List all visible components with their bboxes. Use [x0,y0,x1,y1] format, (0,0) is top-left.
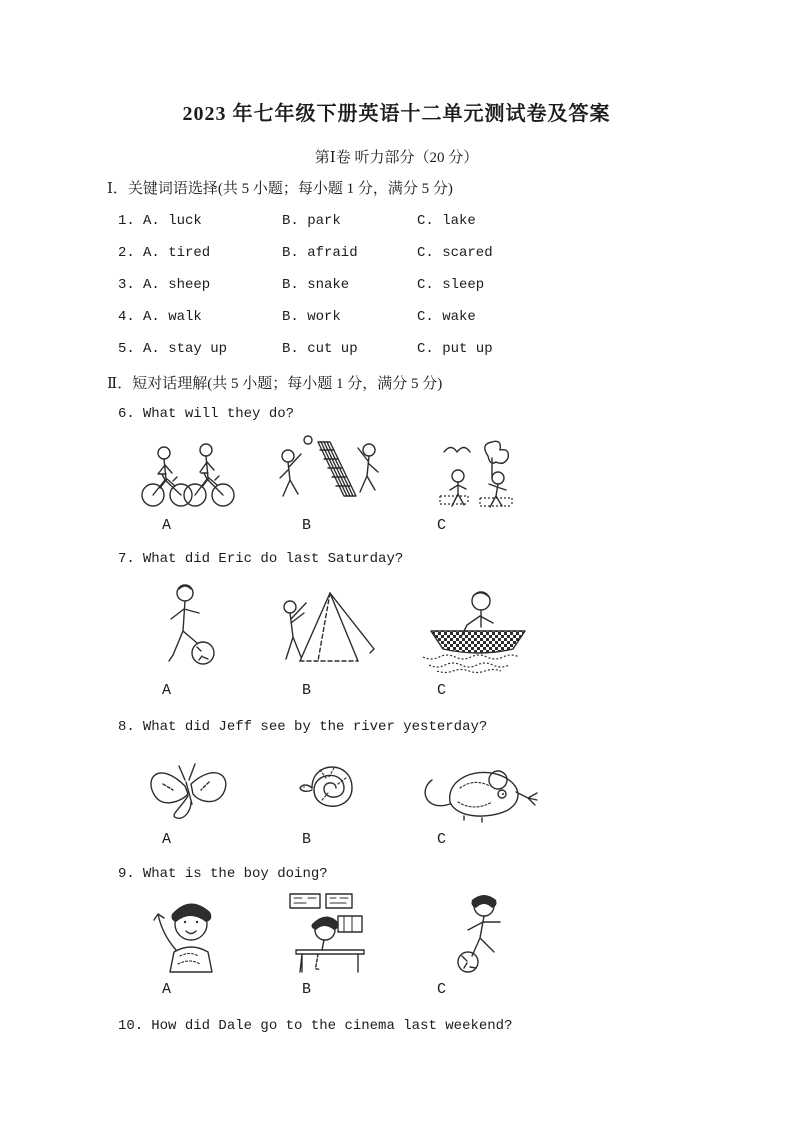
volleyball-picture [258,432,393,510]
option-a: A. tired [143,245,211,261]
option-c: C. wake [417,309,476,325]
choice-a-cell [118,888,258,999]
waving-boy-picture [118,888,258,974]
question-7-pictures [107,575,738,700]
section1-heading: Ⅰ．关键词语选择(共 5 小题；每小题 1 分，满分 5 分) [107,181,453,197]
question-text: What is the boy doing? [142,866,328,882]
choice-b-label: B [302,682,312,699]
choice-b-label: B [302,831,312,848]
choice-b-label: B [302,517,312,534]
choice-b-cell [258,744,393,849]
option-a: A. stay up [143,341,228,357]
paper-body [0,179,793,1036]
question-8 [118,717,738,737]
question-10 [118,1016,738,1036]
rowing-boat-picture [393,575,563,675]
section2-heading: Ⅱ．短对话理解(共 5 小题；每小题 1 分，满分 5 分) [107,376,443,392]
question-row-2 [118,243,738,263]
choice-c-cell [393,744,563,849]
question-text: What will they do? [142,406,295,422]
question-number: 3. [118,277,135,293]
option-b: B. cut up [282,341,358,357]
homework-boy-picture [258,888,393,974]
part1-heading: 第Ⅰ卷 听力部分（20 分） [314,150,479,166]
option-b: B. afraid [282,245,358,261]
tent-boy-picture [258,575,393,675]
option-c: C. put up [417,341,493,357]
question-row-1 [118,211,738,231]
option-a: A. sheep [143,277,211,293]
question-6-pictures [107,432,738,535]
choice-a-cell [118,744,258,849]
choice-a-cell [118,432,258,535]
option-b: B. snake [282,277,350,293]
bicycles-picture [118,432,258,510]
choice-b-cell [258,888,393,999]
question-number: 2. [118,245,135,261]
question-7 [118,549,738,569]
choice-b-cell [258,575,393,700]
question-row-5 [118,339,738,359]
page-title: 2023 年七年级下册英语十二单元测试卷及答案 [182,103,611,125]
option-c: C. scared [417,245,493,261]
option-c: C. lake [417,213,476,229]
choice-a-cell [118,575,258,700]
choice-c-label: C [437,831,447,848]
question-number: 7. [118,551,135,567]
question-6 [118,404,738,424]
choice-a-label: A [162,682,172,699]
mouse-picture [393,744,563,824]
question-number: 5. [118,341,135,357]
choice-c-label: C [437,682,447,699]
question-number: 4. [118,309,135,325]
question-text: How did Dale go to the cinema last weekend? [151,1018,513,1034]
question-8-pictures [107,744,738,849]
choice-c-cell [393,432,563,535]
football-boy-picture [118,575,258,675]
question-text: What did Jeff see by the river yesterday? [142,719,488,735]
choice-c-label: C [437,517,447,534]
choice-c-cell [393,888,563,999]
coiled-snake-picture [258,744,393,824]
question-number: 1. [118,213,135,229]
planting-trees-picture [393,432,563,510]
choice-b-cell [258,432,393,535]
question-row-3 [118,275,738,295]
choice-a-label: A [162,981,172,998]
question-9 [118,864,738,884]
option-b: B. park [282,213,341,229]
option-a: A. luck [143,213,202,229]
kicking-boy-picture [393,888,563,974]
question-number: 8. [118,719,135,735]
question-text: What did Eric do last Saturday? [142,551,404,567]
question-9-pictures [107,888,738,999]
choice-c-label: C [437,981,447,998]
choice-a-label: A [162,831,172,848]
choice-a-label: A [162,517,172,534]
option-c: C. sleep [417,277,485,293]
question-number: 6. [118,406,135,422]
question-number: 9. [118,866,135,882]
butterfly-picture [118,744,258,824]
option-a: A. walk [143,309,202,325]
choice-c-cell [393,575,563,700]
option-b: B. work [282,309,341,325]
question-number: 10. [118,1018,144,1034]
choice-b-label: B [302,981,312,998]
question-row-4 [118,307,738,327]
